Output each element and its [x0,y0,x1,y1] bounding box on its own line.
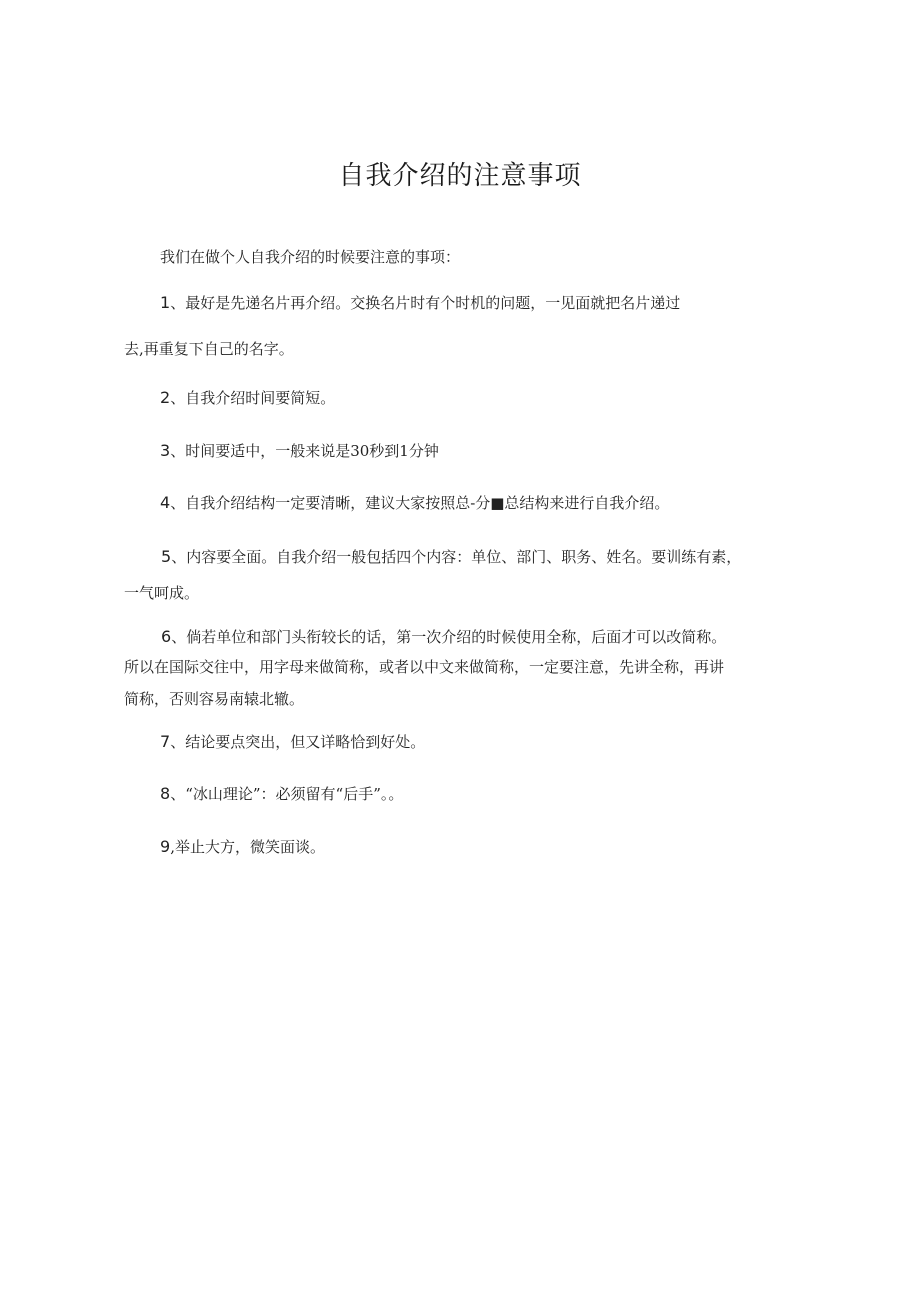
item-number: 1 [160,293,171,312]
item-number: 8 [160,784,171,803]
list-item-3 [160,440,439,461]
list-item-9 [160,836,325,857]
item-text: 、倘若单位和部门头衔较长的话，第一次介绍的时候使用全称，后面才可以改简称。 [171,628,727,646]
item-number: 4 [160,493,171,512]
list-item-6-continuation: 简称，否则容易南辕北辙。 [124,690,305,708]
item-text: 、结论要点突出，但又详略恰到好处。 [170,733,426,751]
item-text: 、“冰山理论”：必须留有“后手”。。 [170,785,404,803]
item-text: 、内容要全面。自我介绍一般包括四个内容：单位、部门、职务、姓名。要训练有素， [171,548,742,566]
list-item-1 [160,292,680,313]
list-item-1-continuation: 去,再重复下自己的名字。 [124,340,294,358]
list-item-6-continuation: 所以在国际交往中，用字母来做简称，或者以中文来做简称，一定要注意，先讲全称，再讲 [124,658,725,676]
item-text: 、自我介绍时间要简短。 [170,389,336,407]
item-number: 5 [161,547,172,566]
list-item-4 [160,492,669,513]
item-text: ,举止大方，微笑面谈。 [170,838,325,856]
list-item-6 [161,626,726,647]
item-number: 9 [160,837,171,856]
item-text: 、最好是先递名片再介绍。交换名片时有个时机的问题，一见面就把名片递过 [170,294,681,312]
item-number: 2 [160,388,171,407]
list-item-8 [160,783,403,804]
list-item-5-continuation: 一气呵成。 [124,584,200,602]
item-number: 7 [160,732,171,751]
item-text: 、时间要适中，一般来说是30秒到1分钟 [170,442,439,460]
item-number: 6 [161,627,172,646]
list-item-5 [161,546,741,567]
page-title: 自我介绍的注意事项 [338,161,582,191]
item-text: 、自我介绍结构一定要清晰，建议大家按照总-分■总结构来进行自我介绍。 [170,494,670,512]
list-item-2 [160,387,335,408]
item-number: 3 [160,441,171,460]
list-item-7 [160,731,425,752]
intro-paragraph: 我们在做个人自我介绍的时候要注意的事项： [160,248,461,266]
